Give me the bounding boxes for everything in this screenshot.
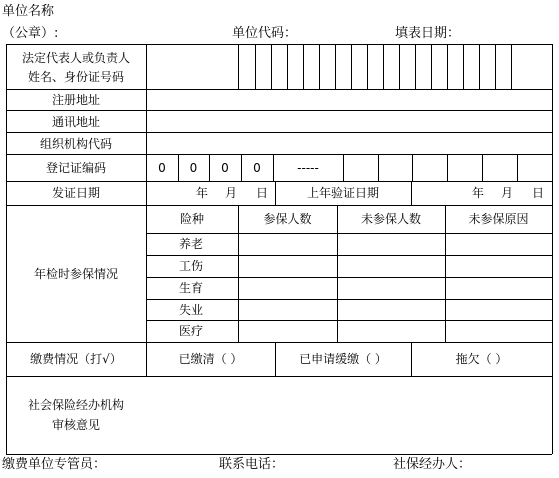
- col-header-insured: 参保人数: [263, 212, 312, 226]
- annual-insurance-label: 年检时参保情况: [33, 267, 118, 281]
- insurance-type-medical: 医疗: [179, 324, 204, 338]
- last-verify-year: 年: [472, 186, 485, 200]
- legal-rep-label-line1: 法定代表人或负责人: [21, 51, 130, 65]
- reg-cert-digit: 0: [253, 161, 261, 175]
- last-verify-day: 日: [532, 186, 545, 200]
- col-header-reason: 未参保原因: [468, 212, 529, 226]
- reg-cert-digit: 0: [189, 161, 198, 175]
- insurance-type-pension: 养老: [179, 237, 204, 251]
- reg-cert-dashes: -----: [297, 161, 319, 175]
- legal-rep-label-line2: 姓名、身份证号码: [27, 70, 124, 84]
- insurance-type-injury: 工伤: [179, 259, 204, 273]
- issue-date-month: 月: [225, 186, 238, 200]
- payment-option-arrears: 拖欠（ ）: [455, 352, 508, 366]
- seal-label: （公章）:: [2, 26, 59, 41]
- last-verify-date-label: 上年验证日期: [306, 186, 379, 200]
- last-verify-month: 月: [501, 186, 514, 200]
- footer-phone-label: 联系电话：: [219, 457, 285, 472]
- payment-option-paid: 已缴清（ ）: [178, 352, 243, 366]
- col-header-uninsured: 未参保人数: [360, 212, 421, 226]
- org-code-label: 组织机构代码: [39, 137, 112, 151]
- payment-option-deferred: 已申请缓缴（ ）: [299, 352, 387, 366]
- insurance-type-maternity: 生育: [179, 281, 204, 295]
- payment-status-label: 缴费情况（打√）: [30, 352, 122, 366]
- review-label-line1: 社会保险经办机构: [27, 398, 124, 412]
- issue-date-label: 发证日期: [51, 186, 100, 200]
- unit-name-label: 单位名称: [2, 4, 55, 19]
- col-header-type: 险种: [179, 212, 204, 226]
- issue-date-day: 日: [256, 186, 269, 200]
- reg-cert-digit: 0: [158, 161, 166, 175]
- review-label-line2: 审核意见: [51, 418, 100, 432]
- reg-address-label: 注册地址: [51, 93, 100, 107]
- comm-address-label: 通讯地址: [51, 115, 100, 129]
- reg-cert-label: 登记证编码: [45, 161, 106, 175]
- issue-date-year: 年: [196, 186, 209, 200]
- reg-cert-digit: 0: [221, 161, 229, 175]
- fill-date-label: 填表日期：: [395, 26, 461, 41]
- unit-code-label: 单位代码：: [232, 26, 298, 41]
- footer-agent-label: 社保经办人：: [393, 457, 472, 472]
- footer-officer-label: 缴费单位专管员：: [2, 457, 107, 472]
- insurance-type-unemployment: 失业: [179, 303, 204, 317]
